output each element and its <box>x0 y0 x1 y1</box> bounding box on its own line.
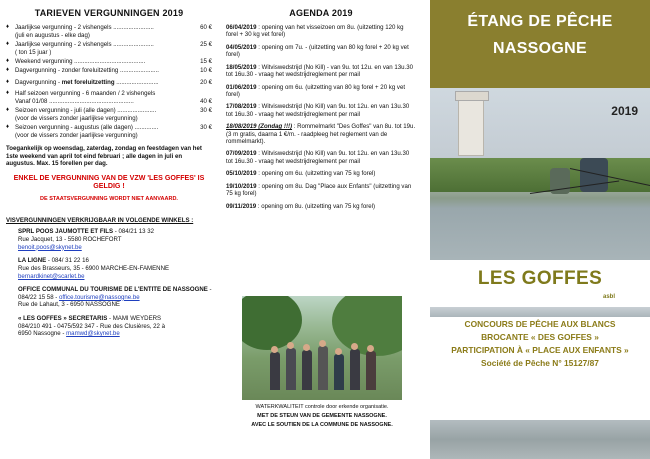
bullet-icon: ♦ <box>6 41 10 48</box>
tarief-item <box>6 107 212 122</box>
agenda-text: : opening om 8u. Dag "Place aux Enfants" (uitzetting van 75 kg forel) <box>226 182 412 198</box>
tarieven-title: TARIEVEN VERGUNNINGEN 2019 <box>34 8 184 18</box>
tarief-label: Weekend vergunning .......................................... <box>15 57 146 65</box>
group-photo <box>242 296 402 400</box>
agenda-item <box>226 203 416 210</box>
event-contest: CONCOURS DE PÊCHE AUX BLANCS <box>464 319 616 329</box>
agenda-date: 17/08/2019 <box>226 103 257 111</box>
agenda-text: : Witviswedstrijd (No Kill) van 9u. tot 12u. en van 13u.30 tot 16u.30 - vraag het wedstrijdreglement per mail <box>226 103 410 118</box>
agenda-item <box>226 44 416 59</box>
agenda-item <box>226 64 416 79</box>
agenda-date: 05/10/2019 <box>226 170 257 178</box>
cover-events <box>430 318 650 370</box>
agenda-item <box>226 123 416 145</box>
cover-year: 2019 <box>611 104 638 118</box>
society-number: Société de Pêche N° 15127/87 <box>481 358 599 369</box>
caption-support-nl: MET DE STEUN VAN DE GEMEENTE NASSOGNE. <box>257 413 387 420</box>
shop-entry <box>18 315 212 338</box>
tarief-price: 30 € <box>200 107 212 115</box>
tarief-item <box>6 67 212 75</box>
shop-email-link[interactable]: benoit.poos@skynet.be <box>18 243 82 251</box>
event-brocante: BROCANTE « DES GOFFES » <box>481 332 599 343</box>
agenda-date: 07/09/2019 <box>226 150 257 158</box>
tarief-dots: ......................... <box>114 78 159 86</box>
tarief-item <box>6 58 212 66</box>
opening-note: Toegankelijk op woensdag, zaterdag, zondag en feestdagen van het 1ste weekend van april tot eind februari ; alle dagen in juli en augustus. Max. 15 forellen per dag. <box>6 145 202 168</box>
shop-entry <box>18 228 212 251</box>
state-license-notice: DE STAATSVERGUNNING WORDT NIET AANVAARD. <box>40 195 178 202</box>
tarief-item <box>6 41 212 56</box>
agenda-text: : opening om 6u. (uitzetting van 80 kg forel + 20 kg vet forel) <box>226 83 406 98</box>
tarief-label: Jaarlijkse vergunning - 2 vishengels ........................ <box>15 41 154 49</box>
shop-contact: - MAMI WEYDERS <box>107 314 162 322</box>
event-children: PARTICIPATION À « PLACE AUX ENFANTS » <box>451 345 629 356</box>
shop-address: Rue de Lahaut, 3 - 6950 NASSOGNE <box>18 301 120 309</box>
shops-title: VISVERGUNNINGEN VERKRIJGBAAR IN VOLGENDE WINKELS : <box>6 216 194 224</box>
caption-water-quality: WATERKWALITEIT controle door erkende organisatie. <box>255 404 389 410</box>
bullet-icon: ♦ <box>6 78 10 85</box>
tarief-sub: (voor de vissers zonder jaarlijkse vergunning) <box>15 131 138 139</box>
license-notice: ENKEL DE VERGUNNING VAN DE VZW 'LES GOFFES' IS GELDIG ! <box>13 173 205 191</box>
tarief-item <box>6 79 212 87</box>
tarief-sub: (voor de vissers zonder jaarlijkse vergunning) <box>15 114 138 122</box>
agenda-date: 18/08/2019 (Zondag !!!) <box>226 123 293 131</box>
agenda-date: 01/06/2019 <box>226 83 257 91</box>
tarief-label: Jaarlijkse vergunning - 2 vishengels ........................ <box>15 24 154 32</box>
tarief-sub: (juli en augustus - elke dag) <box>15 31 90 39</box>
agenda-item <box>226 103 416 118</box>
tarief-price: 25 € <box>200 41 212 49</box>
tarief-sub: Vanaf 01/08 .................................................. <box>15 97 134 105</box>
tarief-price: 10 € <box>200 67 212 75</box>
tarief-label-bold: met foreluitzetting <box>61 78 115 86</box>
agenda-date: 19/10/2019 <box>226 182 257 190</box>
tarief-sub: ( ton 15 juar ) <box>15 48 52 56</box>
shop-phone: - 084/21 13 32 <box>113 228 155 236</box>
tarief-price: 15 € <box>200 57 212 65</box>
tarief-price: 60 € <box>200 24 212 32</box>
shop-address: Rue des Brasseurs, 35 - 6900 MARCHE-EN-FAMENNE <box>18 264 170 272</box>
bullet-icon: ♦ <box>6 57 10 64</box>
tarief-label: Seizoen vergunning - juli (alle dagen) ....................... <box>15 107 157 115</box>
agenda-text: : opening om 8u. (uitzetting van 75 kg forel) <box>256 202 376 210</box>
agenda-text: : opening van het visseizoen om 8u. (uitzetting 120 kg forel + 30 kg vet forel) <box>226 23 404 39</box>
agenda-text: : Witviswedstrijd (No Kill) van 9u. tot 12u. en van 13u.30 tot 16u.30 - vraag het wedstrijdreglement per mail <box>226 150 410 165</box>
agenda-text: : opening om 7u. - (uitzetting van 80 kg forel + 20 kg vet forel) <box>226 43 409 59</box>
bullet-icon: ♦ <box>6 90 10 97</box>
tarief-item <box>6 24 212 39</box>
cover-title-line1: ÉTANG DE PÊCHE <box>467 13 613 30</box>
water-tower-icon <box>458 96 484 156</box>
photo-caption <box>242 404 402 429</box>
agenda-item <box>226 150 416 165</box>
caption-support-fr: AVEC LE SOUTIEN DE LA COMMUNE DE NASSOGNE. <box>251 422 393 429</box>
agenda-date: 18/05/2019 <box>226 63 257 71</box>
bullet-icon: ♦ <box>6 107 10 114</box>
shop-address: Rue Jacquet, 13 - 5580 ROCHEFORT <box>18 236 122 244</box>
tarief-label: Seizoen vergunning - augustus (alle dagen) .............. <box>15 123 159 131</box>
shop-phone: - 084/22 15 58 - <box>18 286 212 301</box>
bullet-icon: ♦ <box>6 67 10 74</box>
agenda-title: AGENDA 2019 <box>289 8 353 18</box>
tarief-label: Half seizoen vergunning - 6 maanden / 2 vishengels <box>15 90 156 98</box>
tarief-price: 30 € <box>200 123 212 131</box>
cover-title-line2: NASSOGNE <box>493 40 587 57</box>
shop-email-link[interactable]: mamwd@skynet.be <box>66 330 120 338</box>
cover-title-box <box>430 0 650 88</box>
tarief-price: 40 € <box>200 97 212 105</box>
agenda-item <box>226 170 416 177</box>
agenda-text: : opening om 6u. (uitzetting van 75 kg forel) <box>256 170 376 178</box>
agenda-text: : Rommelmarkt "Des Goffes" van 8u. tot 19u. (3 m gratis, daarna 1 €/m. - raadpleeg het reglement van de rommelmarkt). <box>226 123 416 146</box>
club-asbl: asbl <box>603 294 616 300</box>
shop-entry <box>18 257 212 280</box>
club-name: LES GOFFES <box>477 268 603 289</box>
shop-email-link[interactable]: office.tourisme@nassogne.be <box>59 293 140 301</box>
agenda-item <box>226 183 416 198</box>
agenda-column <box>222 0 420 459</box>
cover-column <box>430 0 650 459</box>
tarief-price: 20 € <box>200 78 212 86</box>
shop-name: OFFICE COMMUNAL DU TOURISME DE L'ENTITE DE NASSOGNE <box>18 286 208 294</box>
tarief-item <box>6 124 212 139</box>
shop-city: 6950 Nassogne - <box>18 330 67 338</box>
shop-address: 084/210 491 - 0475/592 347 - Rue des Clusières, 22 à <box>18 322 166 330</box>
shop-entry <box>18 286 212 309</box>
shop-phone: - 084/ 31 22 16 <box>46 257 89 265</box>
shop-email-link[interactable]: bernardkinet@scarlet.be <box>18 272 85 280</box>
lake-photo <box>430 88 650 260</box>
agenda-text: : Witviswedstrijd (No Kill) - van 9u. tot 12u. en van 13u.30 tot 16u.30 - vraag het wedstrijdreglement per mail <box>226 63 413 79</box>
agenda-item <box>226 24 416 39</box>
shop-name: « LES GOFFES » SECRETARIS <box>18 314 108 322</box>
tarief-label: Dagvergunning - zonder foreluitzetting ....................... <box>15 67 159 75</box>
agenda-item <box>226 84 416 99</box>
agenda-date: 09/11/2019 <box>226 202 257 210</box>
tarief-item <box>6 90 212 105</box>
agenda-date: 06/04/2019 <box>226 23 257 31</box>
shop-name: LA LIGNE <box>18 257 47 265</box>
shop-name: SPRL POOS JAUMOTTE ET FILS <box>18 228 114 236</box>
tarief-label: Dagvergunning - <box>15 78 62 86</box>
tarieven-list <box>6 24 212 139</box>
bullet-icon: ♦ <box>6 24 10 31</box>
tarieven-column <box>0 0 218 459</box>
agenda-date: 04/05/2019 <box>226 43 257 51</box>
bullet-icon: ♦ <box>6 123 10 130</box>
